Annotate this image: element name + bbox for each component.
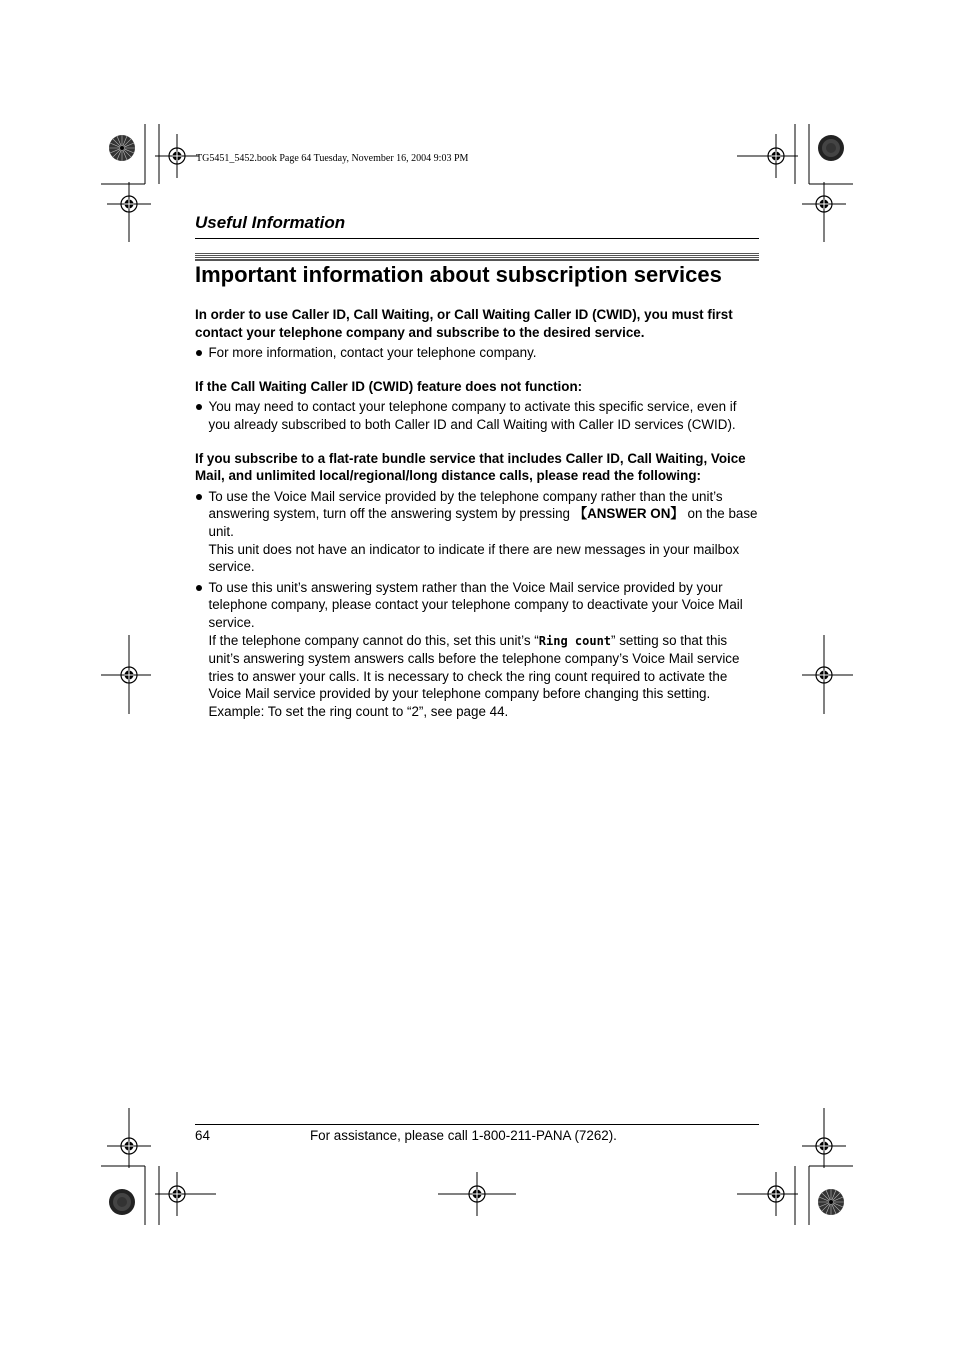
footer-rule	[195, 1124, 759, 1125]
bullet-icon	[196, 494, 202, 500]
answer-on-key-label: 【ANSWER ON】	[573, 506, 684, 522]
subscription-bullets	[195, 344, 759, 362]
bullet-icon	[196, 585, 202, 591]
cwid-bullets	[195, 398, 759, 433]
ring-count-setting-label: Ring count	[538, 633, 612, 648]
list-item: To use this unit’s answering system rather than the Voice Mail service provided by your telephone company, please contact your telephone company to deactivate your Voice Mail service. If the telephone company cannot do this, set this unit’s “Ring count” setting so that this unit’s answering system answers calls before the telephone company’s Voice Mail service tries to answer your calls. It is necessary to check the ring count required to activate the Voice Mail service provided by your telephone company before changing this setting. Example: To set the ring count to “2”, see page 44.	[195, 579, 759, 721]
subscription-lead: In order to use Caller ID, Call Waiting, or Call Waiting Caller ID (CWID), you must first contact your telephone company and subscribe to the desired service.	[195, 307, 733, 340]
page-number: 64	[195, 1128, 210, 1143]
title-hatch-bar	[195, 253, 759, 261]
list-item: You may need to contact your telephone company to activate this specific service, even if you already subscribed to both Caller ID and Call Waiting with Caller ID services (CWID).	[195, 398, 759, 433]
bundle-lead: If you subscribe to a flat-rate bundle service that includes Caller ID, Call Waiting, Voice Mail, and unlimited local/regional/long distance calls, please read the following:	[195, 450, 746, 484]
section-header: Useful Information	[195, 213, 346, 232]
bullet-icon	[196, 404, 202, 410]
bundle-bullets	[195, 488, 759, 721]
list-item: For more information, contact your telephone company.	[195, 344, 759, 362]
list-item: To use the Voice Mail service provided by the telephone company rather than the unit’s answering system, turn off the answering system by pressing 【ANSWER ON】 on the base unit. This unit does not have an indicator to indicate if there are new messages in your mailbox service.	[195, 488, 759, 576]
bullet-icon	[196, 350, 202, 356]
assistance-note: For assistance, please call 1-800-211-PANA (7262).	[310, 1128, 617, 1143]
main-content	[195, 306, 759, 723]
cwid-lead: If the Call Waiting Caller ID (CWID) feature does not function:	[195, 378, 583, 394]
header-rule	[195, 238, 759, 239]
print-slug: TG5451_5452.book Page 64 Tuesday, November 16, 2004 9:03 PM	[196, 153, 469, 164]
page-title: Important information about subscription services	[195, 262, 722, 287]
